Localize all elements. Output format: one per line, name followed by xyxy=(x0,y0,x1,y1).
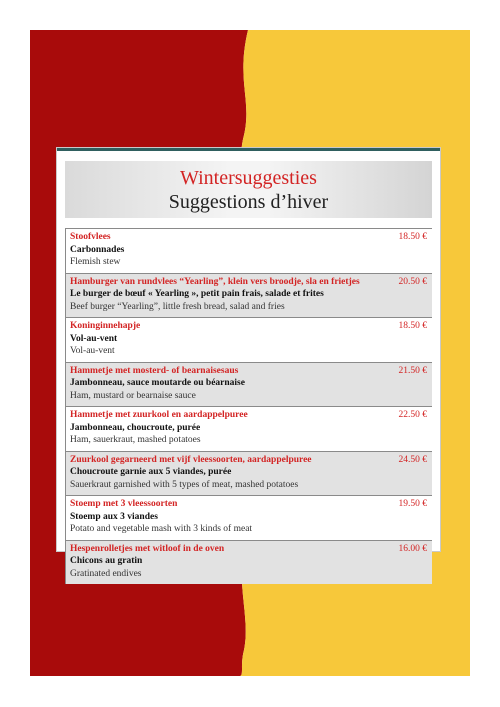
item-price: 19.50 € xyxy=(398,499,427,509)
menu-item xyxy=(65,451,432,496)
menu-header xyxy=(65,161,432,218)
menu-card xyxy=(57,148,440,579)
item-price: 18.50 € xyxy=(398,321,427,331)
item-name-french: Jambonneau, choucroute, purée xyxy=(70,422,201,433)
item-name-french: Stoemp aux 3 viandes xyxy=(70,511,158,522)
menu-item xyxy=(65,362,432,407)
menu-item xyxy=(65,540,432,585)
item-name-dutch: Zuurkool gegarneerd met vijf vleessoorten, aardappelpuree xyxy=(70,454,312,465)
item-price: 16.00 € xyxy=(398,543,427,554)
item-name-french: Choucroute garnie aux 5 viandes, purée xyxy=(70,467,232,477)
item-name-english: Ham, mustard or bearnaise sauce xyxy=(70,390,196,401)
item-name-dutch: Stoofvlees xyxy=(70,232,111,242)
item-name-english: Gratinated endives xyxy=(70,568,142,579)
item-name-english: Flemish stew xyxy=(70,257,121,267)
item-name-french: Le burger de bœuf « Yearling », petit pain frais, salade et frites xyxy=(70,289,324,299)
item-name-english: Vol-au-vent xyxy=(70,346,115,356)
item-price: 18.50 € xyxy=(398,232,427,242)
item-name-english: Sauerkraut garnished with 5 types of meat, mashed potatoes xyxy=(70,479,299,490)
item-name-french: Jambonneau, sauce moutarde ou béarnaise xyxy=(70,378,245,388)
item-name-english: Ham, sauerkraut, mashed potatoes xyxy=(70,435,201,445)
item-name-french: Vol-au-vent xyxy=(70,333,118,344)
title-french: Suggestions d’hiver xyxy=(168,191,329,213)
item-name-french: Chicons au gratin xyxy=(70,556,143,566)
item-name-english: Potato and vegetable mash with 3 kinds of meat xyxy=(70,524,253,534)
item-price: 21.50 € xyxy=(398,365,427,376)
item-price: 22.50 € xyxy=(398,410,427,420)
item-name-dutch: Stoemp met 3 vleessoorten xyxy=(70,499,178,509)
item-name-english: Beef burger “Yearling”, little fresh bread, salad and fries xyxy=(70,301,285,312)
menu-item xyxy=(65,317,432,362)
menu-item xyxy=(65,495,432,540)
item-name-dutch: Hespenrolletjes met witloof in de oven xyxy=(70,543,225,554)
item-name-french: Carbonnades xyxy=(70,244,125,255)
menu-item xyxy=(65,406,432,451)
menu-list xyxy=(65,228,432,584)
item-name-dutch: Hammetje met mosterd- of bearnaisesaus xyxy=(70,365,239,376)
item-name-dutch: Hamburger van rundvlees “Yearling”, klein vers broodje, sla en frietjes xyxy=(70,276,360,287)
item-price: 24.50 € xyxy=(398,454,427,465)
item-price: 20.50 € xyxy=(398,276,427,287)
title-dutch: Wintersuggesties xyxy=(180,167,317,189)
item-name-dutch: Hammetje met zuurkool en aardappelpuree xyxy=(70,410,248,420)
menu-item xyxy=(65,273,432,318)
menu-item xyxy=(65,228,432,273)
item-name-dutch: Koninginnehapje xyxy=(70,321,141,331)
